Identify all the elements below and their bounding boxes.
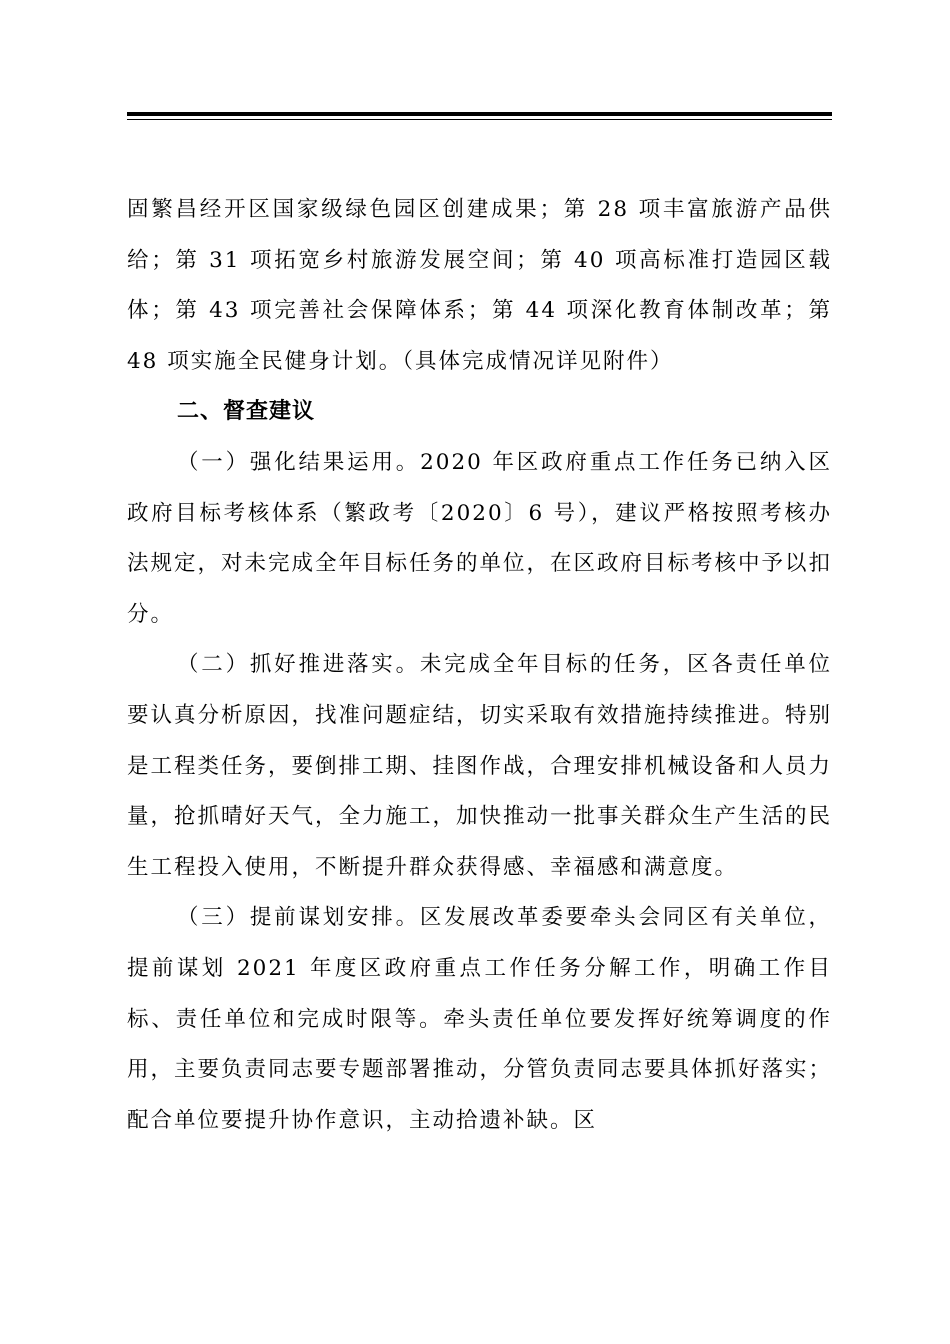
header-double-rule-thick: [127, 112, 832, 116]
section-heading: 二、督查建议: [177, 399, 316, 425]
paragraph-suggestion-1: （一）强化结果运用。2020 年区政府重点工作任务已纳入区政府目标考核体系（繁政考〔2020〕6 号），建议严格按照考核办法规定，对未完成全年目标任务的单位，在区政府目标考核中予以扣分。: [127, 449, 833, 627]
header-double-rule-thin: [127, 119, 832, 120]
paragraph-suggestion-2: （二）抓好推进落实。未完成全年目标的任务，区各责任单位要认真分析原因，找准问题症结，切实采取有效措施持续推进。特别是工程类任务，要倒排工期、挂图作战，合理安排机械设备和人员力量，抢抓晴好天气，全力施工，加快推动一批事关群众生产生活的民生工程投入使用，不断提升群众获得感、幸福感和满意度。: [127, 652, 833, 880]
document-body: [127, 185, 832, 1146]
paragraph-continued: 固繁昌经开区国家级绿色园区创建成果；第 28 项丰富旅游产品供给；第 31 项拓宽乡村旅游发展空间；第 40 项高标准打造园区载体；第 43 项完善社会保障体系；第 44 项深化教育体制改革；第 48 项实施全民健身计划。（具体完成情况详见附件）: [127, 197, 832, 374]
paragraph-suggestion-3: （三）提前谋划安排。区发展改革委要牵头会同区有关单位，提前谋划 2021 年度区政府重点工作任务分解工作，明确工作目标、责任单位和完成时限等。牵头责任单位要发挥好统筹调度的作用，主要负责同志要专题部署推动，分管负责同志要具体抓好落实；配合单位要提升协作意识，主动拾遗补缺。区: [127, 905, 833, 1133]
